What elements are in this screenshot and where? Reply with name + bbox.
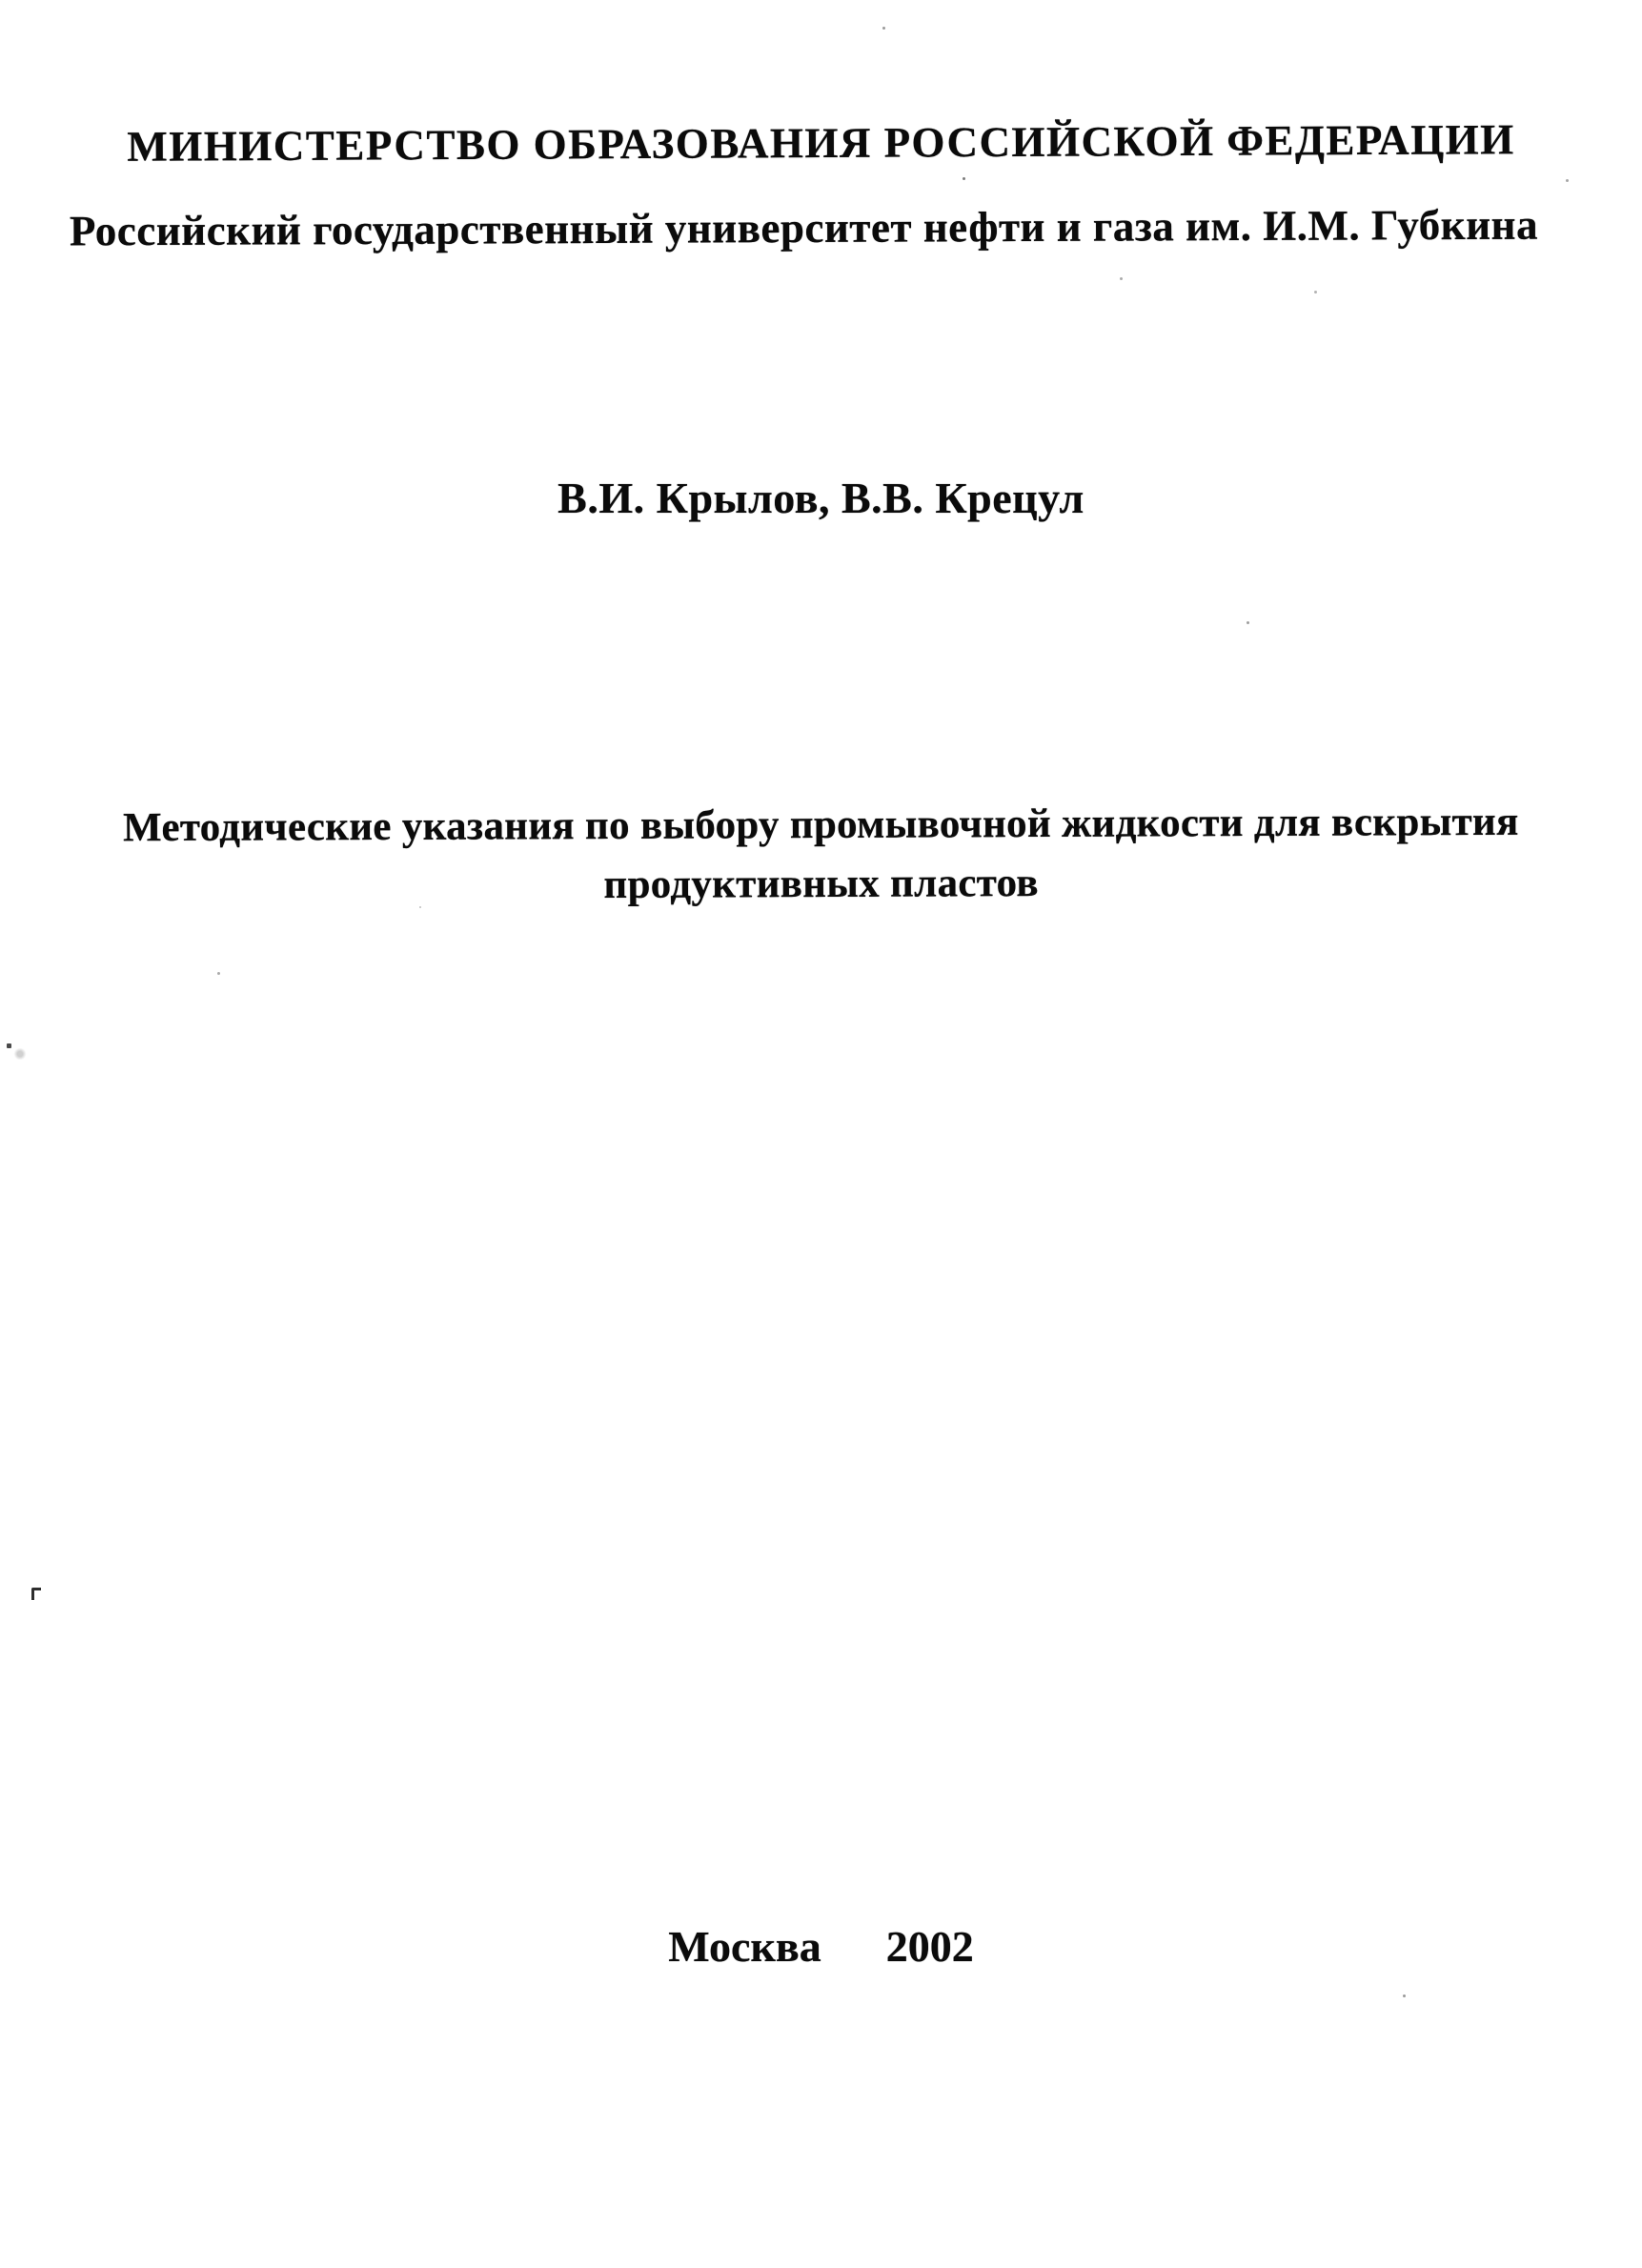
scan-speck — [882, 27, 885, 30]
university-name: Российский государственный университет нефти и газа им. И.М. Губкина — [69, 200, 1539, 255]
scan-speck — [1403, 1995, 1406, 1997]
scan-speck — [963, 177, 965, 180]
scan-smudge — [13, 1048, 27, 1060]
scan-speck — [1247, 621, 1249, 624]
scan-speck — [1120, 277, 1123, 280]
document-title-line-2: продуктивных пластов — [603, 861, 1039, 907]
imprint-year: 2002 — [885, 1922, 974, 1971]
ministry-heading: МИНИСТЕРСТВО ОБРАЗОВАНИЯ РОССИЙСКОЙ ФЕДЕРАЦИИ — [127, 115, 1515, 171]
scan-speck — [1566, 179, 1569, 182]
scan-speck — [1314, 291, 1317, 294]
authors-line: В.И. Крылов, В.В. Крецул — [557, 474, 1085, 522]
scan-speck — [7, 1043, 11, 1048]
imprint-line — [0, 1921, 1642, 1972]
scan-speck — [217, 972, 220, 975]
document-title — [0, 792, 1642, 918]
margin-tick-mark — [31, 1588, 41, 1600]
imprint-city: Москва — [668, 1922, 821, 1971]
document-title-line-1: Методические указания по выбору промывочной жидкости для вскрытия — [123, 799, 1519, 851]
